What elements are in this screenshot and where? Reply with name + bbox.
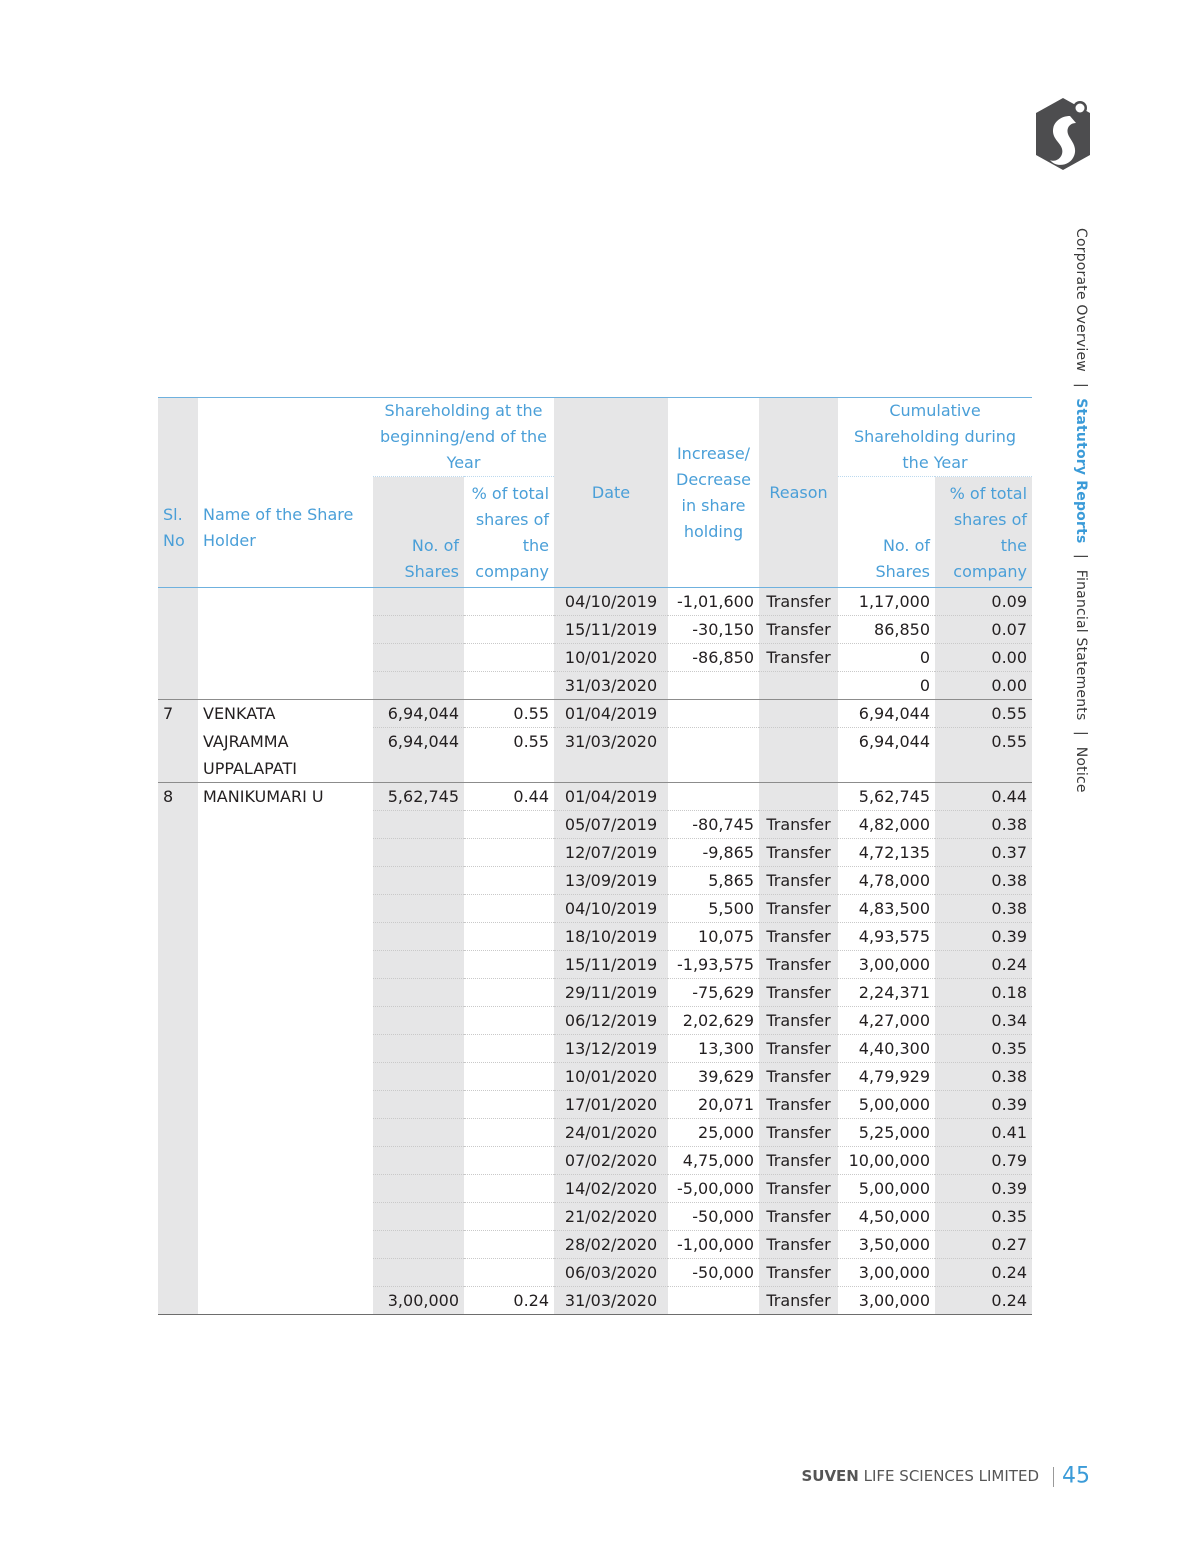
cell-reason: Transfer bbox=[759, 838, 838, 866]
cell-name bbox=[198, 866, 373, 894]
cell-pct-total bbox=[464, 1034, 554, 1062]
cell-pct-total bbox=[464, 1146, 554, 1174]
cell-no-of-shares bbox=[373, 1174, 464, 1202]
cell-date: 15/11/2019 bbox=[554, 616, 668, 644]
cell-no-of-shares bbox=[373, 1202, 464, 1230]
cell-reason: Transfer bbox=[759, 616, 838, 644]
cell-no-of-shares: 3,00,000 bbox=[373, 1286, 464, 1314]
cell-cum-no-of-shares: 5,62,745 bbox=[838, 782, 935, 810]
cell-sl-no: 8 bbox=[158, 782, 198, 810]
cell-reason: Transfer bbox=[759, 1258, 838, 1286]
cell-cum-no-of-shares: 3,50,000 bbox=[838, 1230, 935, 1258]
cell-no-of-shares: 5,62,745 bbox=[373, 782, 464, 810]
cell-cum-pct-total: 0.55 bbox=[935, 700, 1032, 728]
cell-no-of-shares bbox=[373, 672, 464, 700]
header-name: Name of the Share Holder bbox=[198, 398, 373, 588]
cell-cum-pct-total: 0.00 bbox=[935, 672, 1032, 700]
cell-cum-no-of-shares: 4,72,135 bbox=[838, 838, 935, 866]
cell-name bbox=[198, 838, 373, 866]
cell-pct-total bbox=[464, 616, 554, 644]
cell-pct-total bbox=[464, 838, 554, 866]
cell-reason bbox=[759, 728, 838, 783]
table-row bbox=[158, 616, 1032, 644]
cell-sl-no bbox=[158, 894, 198, 922]
cell-date: 01/04/2019 bbox=[554, 700, 668, 728]
cell-no-of-shares: 6,94,044 bbox=[373, 700, 464, 728]
cell-reason bbox=[759, 782, 838, 810]
cell-name bbox=[198, 1286, 373, 1314]
cell-name bbox=[198, 644, 373, 672]
table-row bbox=[158, 978, 1032, 1006]
cell-increase-decrease: -1,01,600 bbox=[668, 588, 759, 616]
table-row bbox=[158, 866, 1032, 894]
cell-date: 31/03/2020 bbox=[554, 1286, 668, 1314]
cell-pct-total bbox=[464, 1230, 554, 1258]
cell-no-of-shares bbox=[373, 1090, 464, 1118]
cell-increase-decrease: -80,745 bbox=[668, 810, 759, 838]
page-number: 45 bbox=[1062, 1463, 1090, 1489]
cell-name bbox=[198, 616, 373, 644]
cell-date: 12/07/2019 bbox=[554, 838, 668, 866]
cell-name bbox=[198, 1034, 373, 1062]
header-date: Date bbox=[554, 398, 668, 588]
cell-cum-pct-total: 0.24 bbox=[935, 950, 1032, 978]
cell-pct-total bbox=[464, 1202, 554, 1230]
footer-company-rest: LIFE SCIENCES LIMITED bbox=[858, 1467, 1039, 1485]
nav-notice[interactable]: Notice bbox=[1073, 746, 1089, 793]
cell-date: 07/02/2020 bbox=[554, 1146, 668, 1174]
cell-cum-pct-total: 0.38 bbox=[935, 1062, 1032, 1090]
cell-no-of-shares bbox=[373, 1146, 464, 1174]
cell-date: 10/01/2020 bbox=[554, 1062, 668, 1090]
cell-cum-no-of-shares: 5,25,000 bbox=[838, 1118, 935, 1146]
cell-sl-no bbox=[158, 644, 198, 672]
cell-reason: Transfer bbox=[759, 1006, 838, 1034]
table-row bbox=[158, 810, 1032, 838]
table-row bbox=[158, 1258, 1032, 1286]
cell-no-of-shares bbox=[373, 1034, 464, 1062]
cell-increase-decrease bbox=[668, 1286, 759, 1314]
cell-pct-total bbox=[464, 1062, 554, 1090]
cell-pct-total: 0.44 bbox=[464, 782, 554, 810]
cell-no-of-shares bbox=[373, 866, 464, 894]
cell-pct-total bbox=[464, 1174, 554, 1202]
cell-sl-no bbox=[158, 1062, 198, 1090]
company-logo bbox=[1034, 96, 1092, 172]
cell-cum-no-of-shares: 10,00,000 bbox=[838, 1146, 935, 1174]
cell-reason: Transfer bbox=[759, 1230, 838, 1258]
cell-reason: Transfer bbox=[759, 1174, 838, 1202]
cell-name bbox=[198, 894, 373, 922]
cell-sl-no bbox=[158, 672, 198, 700]
cell-sl-no bbox=[158, 1202, 198, 1230]
nav-separator: | bbox=[1073, 731, 1089, 737]
cell-increase-decrease: 13,300 bbox=[668, 1034, 759, 1062]
header-sl-no: Sl. No bbox=[158, 398, 198, 588]
cell-sl-no bbox=[158, 866, 198, 894]
cell-sl-no: 7 bbox=[158, 700, 198, 728]
cell-date: 18/10/2019 bbox=[554, 922, 668, 950]
table-row bbox=[158, 1034, 1032, 1062]
cell-cum-no-of-shares: 4,40,300 bbox=[838, 1034, 935, 1062]
table-row bbox=[158, 1146, 1032, 1174]
cell-pct-total bbox=[464, 588, 554, 616]
cell-pct-total bbox=[464, 1006, 554, 1034]
cell-date: 13/09/2019 bbox=[554, 866, 668, 894]
cell-cum-pct-total: 0.27 bbox=[935, 1230, 1032, 1258]
cell-name: MANIKUMARI U bbox=[198, 782, 373, 810]
cell-no-of-shares bbox=[373, 588, 464, 616]
cell-cum-pct-total: 0.35 bbox=[935, 1034, 1032, 1062]
cell-name bbox=[198, 810, 373, 838]
section-nav bbox=[1071, 228, 1091, 793]
table-row bbox=[158, 1118, 1032, 1146]
cell-reason: Transfer bbox=[759, 1062, 838, 1090]
cell-cum-pct-total: 0.39 bbox=[935, 1174, 1032, 1202]
cell-date: 15/11/2019 bbox=[554, 950, 668, 978]
cell-no-of-shares bbox=[373, 1230, 464, 1258]
cell-reason: Transfer bbox=[759, 1286, 838, 1314]
cell-increase-decrease: -50,000 bbox=[668, 1202, 759, 1230]
cell-cum-pct-total: 0.39 bbox=[935, 1090, 1032, 1118]
cell-cum-no-of-shares: 4,82,000 bbox=[838, 810, 935, 838]
cell-cum-no-of-shares: 4,50,000 bbox=[838, 1202, 935, 1230]
table-row bbox=[158, 700, 1032, 728]
cell-sl-no bbox=[158, 1006, 198, 1034]
cell-name bbox=[198, 1090, 373, 1118]
cell-reason: Transfer bbox=[759, 866, 838, 894]
cell-reason: Transfer bbox=[759, 1146, 838, 1174]
cell-sl-no bbox=[158, 950, 198, 978]
cell-name bbox=[198, 1202, 373, 1230]
cell-cum-no-of-shares: 1,17,000 bbox=[838, 588, 935, 616]
cell-name bbox=[198, 672, 373, 700]
cell-increase-decrease bbox=[668, 782, 759, 810]
cell-sl-no bbox=[158, 922, 198, 950]
header-cum-no-of-shares: No. of Shares bbox=[838, 477, 935, 588]
cell-cum-no-of-shares: 2,24,371 bbox=[838, 978, 935, 1006]
cell-cum-no-of-shares: 3,00,000 bbox=[838, 1258, 935, 1286]
cell-name bbox=[198, 588, 373, 616]
cell-cum-pct-total: 0.38 bbox=[935, 810, 1032, 838]
cell-no-of-shares bbox=[373, 894, 464, 922]
cell-pct-total bbox=[464, 644, 554, 672]
cell-cum-no-of-shares: 3,00,000 bbox=[838, 1286, 935, 1314]
cell-pct-total bbox=[464, 978, 554, 1006]
cell-date: 13/12/2019 bbox=[554, 1034, 668, 1062]
cell-date: 01/04/2019 bbox=[554, 782, 668, 810]
cell-increase-decrease bbox=[668, 700, 759, 728]
cell-sl-no bbox=[158, 1286, 198, 1314]
cell-pct-total bbox=[464, 1118, 554, 1146]
cell-cum-no-of-shares: 0 bbox=[838, 644, 935, 672]
cell-date: 06/03/2020 bbox=[554, 1258, 668, 1286]
cell-no-of-shares bbox=[373, 1006, 464, 1034]
cell-cum-pct-total: 0.24 bbox=[935, 1258, 1032, 1286]
footer-company-bold: SUVEN bbox=[801, 1467, 859, 1485]
table-row bbox=[158, 894, 1032, 922]
table-row bbox=[158, 644, 1032, 672]
cell-no-of-shares bbox=[373, 810, 464, 838]
cell-cum-pct-total: 0.24 bbox=[935, 1286, 1032, 1314]
cell-reason: Transfer bbox=[759, 1202, 838, 1230]
nav-statutory-reports[interactable]: Statutory Reports bbox=[1073, 398, 1089, 544]
cell-reason: Transfer bbox=[759, 978, 838, 1006]
table-row bbox=[158, 1062, 1032, 1090]
cell-no-of-shares: 6,94,044 bbox=[373, 728, 464, 783]
cell-date: 29/11/2019 bbox=[554, 978, 668, 1006]
cell-cum-pct-total: 0.09 bbox=[935, 588, 1032, 616]
cell-sl-no bbox=[158, 1258, 198, 1286]
cell-date: 17/01/2020 bbox=[554, 1090, 668, 1118]
cell-date: 14/02/2020 bbox=[554, 1174, 668, 1202]
cell-cum-no-of-shares: 4,93,575 bbox=[838, 922, 935, 950]
cell-cum-no-of-shares: 5,00,000 bbox=[838, 1090, 935, 1118]
cell-pct-total bbox=[464, 1090, 554, 1118]
cell-name bbox=[198, 1230, 373, 1258]
cell-pct-total bbox=[464, 810, 554, 838]
header-cum-pct-total: % of total shares of the company bbox=[935, 477, 1032, 588]
table-header bbox=[158, 398, 1032, 588]
cell-cum-pct-total: 0.41 bbox=[935, 1118, 1032, 1146]
cell-cum-no-of-shares: 4,79,929 bbox=[838, 1062, 935, 1090]
cell-cum-pct-total: 0.07 bbox=[935, 616, 1032, 644]
cell-no-of-shares bbox=[373, 978, 464, 1006]
header-no-of-shares: No. of Shares bbox=[373, 477, 464, 588]
cell-pct-total: 0.55 bbox=[464, 700, 554, 728]
table-row bbox=[158, 1090, 1032, 1118]
table-row bbox=[158, 950, 1032, 978]
cell-cum-no-of-shares: 4,27,000 bbox=[838, 1006, 935, 1034]
cell-name bbox=[198, 1146, 373, 1174]
cell-sl-no bbox=[158, 1146, 198, 1174]
cell-name: VAJRAMMA UPPALAPATI bbox=[198, 728, 373, 783]
cell-increase-decrease: -50,000 bbox=[668, 1258, 759, 1286]
cell-cum-pct-total: 0.79 bbox=[935, 1146, 1032, 1174]
cell-cum-no-of-shares: 5,00,000 bbox=[838, 1174, 935, 1202]
table-row bbox=[158, 1202, 1032, 1230]
cell-date: 31/03/2020 bbox=[554, 728, 668, 783]
cell-date: 06/12/2019 bbox=[554, 1006, 668, 1034]
cell-date: 05/07/2019 bbox=[554, 810, 668, 838]
cell-no-of-shares bbox=[373, 922, 464, 950]
nav-separator: | bbox=[1073, 382, 1089, 388]
cell-increase-decrease: 25,000 bbox=[668, 1118, 759, 1146]
cell-reason bbox=[759, 672, 838, 700]
cell-cum-no-of-shares: 6,94,044 bbox=[838, 728, 935, 783]
table-body bbox=[158, 588, 1032, 1315]
cell-pct-total: 0.24 bbox=[464, 1286, 554, 1314]
cell-no-of-shares bbox=[373, 1118, 464, 1146]
cell-cum-pct-total: 0.34 bbox=[935, 1006, 1032, 1034]
cell-reason: Transfer bbox=[759, 894, 838, 922]
cell-no-of-shares bbox=[373, 1062, 464, 1090]
table-row bbox=[158, 838, 1032, 866]
cell-increase-decrease: 39,629 bbox=[668, 1062, 759, 1090]
cell-cum-pct-total: 0.00 bbox=[935, 644, 1032, 672]
cell-increase-decrease bbox=[668, 672, 759, 700]
cell-reason: Transfer bbox=[759, 1090, 838, 1118]
cell-sl-no bbox=[158, 588, 198, 616]
cell-date: 04/10/2019 bbox=[554, 588, 668, 616]
cell-name bbox=[198, 1174, 373, 1202]
nav-separator: | bbox=[1073, 554, 1089, 560]
table-row bbox=[158, 1174, 1032, 1202]
cell-increase-decrease: 5,865 bbox=[668, 866, 759, 894]
cell-no-of-shares bbox=[373, 950, 464, 978]
cell-increase-decrease: -86,850 bbox=[668, 644, 759, 672]
cell-no-of-shares bbox=[373, 644, 464, 672]
cell-increase-decrease: 10,075 bbox=[668, 922, 759, 950]
cell-cum-no-of-shares: 3,00,000 bbox=[838, 950, 935, 978]
cell-pct-total: 0.55 bbox=[464, 728, 554, 783]
cell-cum-no-of-shares: 4,78,000 bbox=[838, 866, 935, 894]
cell-pct-total bbox=[464, 894, 554, 922]
cell-no-of-shares bbox=[373, 1258, 464, 1286]
footer-divider bbox=[1053, 1467, 1054, 1487]
cell-increase-decrease: 4,75,000 bbox=[668, 1146, 759, 1174]
cell-increase-decrease: -1,93,575 bbox=[668, 950, 759, 978]
cell-sl-no bbox=[158, 978, 198, 1006]
nav-corporate-overview[interactable]: Corporate Overview bbox=[1073, 228, 1089, 372]
cell-cum-pct-total: 0.37 bbox=[935, 838, 1032, 866]
cell-cum-no-of-shares: 86,850 bbox=[838, 616, 935, 644]
table-row bbox=[158, 672, 1032, 700]
cell-reason: Transfer bbox=[759, 588, 838, 616]
cell-date: 04/10/2019 bbox=[554, 894, 668, 922]
cell-no-of-shares bbox=[373, 616, 464, 644]
cell-cum-no-of-shares: 6,94,044 bbox=[838, 700, 935, 728]
header-beginning-group: Shareholding at the beginning/end of the Year bbox=[373, 398, 554, 477]
cell-reason: Transfer bbox=[759, 810, 838, 838]
cell-name bbox=[198, 1062, 373, 1090]
cell-pct-total bbox=[464, 866, 554, 894]
cell-sl-no bbox=[158, 1174, 198, 1202]
cell-pct-total bbox=[464, 1258, 554, 1286]
nav-financial-statements[interactable]: Financial Statements bbox=[1073, 569, 1089, 721]
cell-date: 31/03/2020 bbox=[554, 672, 668, 700]
cell-pct-total bbox=[464, 922, 554, 950]
table-row bbox=[158, 1286, 1032, 1314]
cell-increase-decrease: -5,00,000 bbox=[668, 1174, 759, 1202]
cell-cum-pct-total: 0.38 bbox=[935, 894, 1032, 922]
header-pct-total: % of total shares of the company bbox=[464, 477, 554, 588]
cell-increase-decrease: -75,629 bbox=[668, 978, 759, 1006]
cell-pct-total bbox=[464, 950, 554, 978]
cell-cum-pct-total: 0.38 bbox=[935, 866, 1032, 894]
cell-date: 21/02/2020 bbox=[554, 1202, 668, 1230]
cell-sl-no bbox=[158, 1090, 198, 1118]
cell-sl-no bbox=[158, 1230, 198, 1258]
header-increase: Increase/ Decrease in share holding bbox=[668, 398, 759, 588]
cell-date: 24/01/2020 bbox=[554, 1118, 668, 1146]
table-row bbox=[158, 922, 1032, 950]
cell-increase-decrease bbox=[668, 728, 759, 783]
page-footer bbox=[0, 1463, 1090, 1489]
table-row bbox=[158, 1230, 1032, 1258]
cell-date: 28/02/2020 bbox=[554, 1230, 668, 1258]
cell-sl-no bbox=[158, 1118, 198, 1146]
cell-name bbox=[198, 950, 373, 978]
table-row bbox=[158, 588, 1032, 616]
cell-cum-pct-total: 0.18 bbox=[935, 978, 1032, 1006]
cell-reason bbox=[759, 700, 838, 728]
cell-name bbox=[198, 922, 373, 950]
cell-sl-no bbox=[158, 616, 198, 644]
cell-cum-pct-total: 0.55 bbox=[935, 728, 1032, 783]
cell-sl-no bbox=[158, 838, 198, 866]
cell-increase-decrease: 2,02,629 bbox=[668, 1006, 759, 1034]
cell-sl-no bbox=[158, 1034, 198, 1062]
cell-reason: Transfer bbox=[759, 1034, 838, 1062]
cell-increase-decrease: 20,071 bbox=[668, 1090, 759, 1118]
cell-cum-pct-total: 0.35 bbox=[935, 1202, 1032, 1230]
cell-increase-decrease: -1,00,000 bbox=[668, 1230, 759, 1258]
cell-name bbox=[198, 1258, 373, 1286]
cell-name: VENKATA bbox=[198, 700, 373, 728]
cell-cum-pct-total: 0.39 bbox=[935, 922, 1032, 950]
table-row bbox=[158, 782, 1032, 810]
cell-reason: Transfer bbox=[759, 644, 838, 672]
cell-sl-no bbox=[158, 728, 198, 783]
table-row bbox=[158, 1006, 1032, 1034]
cell-cum-pct-total: 0.44 bbox=[935, 782, 1032, 810]
header-cumulative-group: Cumulative Shareholding during the Year bbox=[838, 398, 1032, 477]
cell-reason: Transfer bbox=[759, 922, 838, 950]
cell-cum-no-of-shares: 0 bbox=[838, 672, 935, 700]
cell-no-of-shares bbox=[373, 838, 464, 866]
cell-reason: Transfer bbox=[759, 1118, 838, 1146]
table-row bbox=[158, 728, 1032, 783]
header-reason: Reason bbox=[759, 398, 838, 588]
cell-increase-decrease: -30,150 bbox=[668, 616, 759, 644]
cell-sl-no bbox=[158, 810, 198, 838]
cell-date: 10/01/2020 bbox=[554, 644, 668, 672]
cell-increase-decrease: -9,865 bbox=[668, 838, 759, 866]
cell-pct-total bbox=[464, 672, 554, 700]
cell-name bbox=[198, 1118, 373, 1146]
cell-increase-decrease: 5,500 bbox=[668, 894, 759, 922]
cell-reason: Transfer bbox=[759, 950, 838, 978]
cell-cum-no-of-shares: 4,83,500 bbox=[838, 894, 935, 922]
cell-name bbox=[198, 978, 373, 1006]
shareholding-table bbox=[158, 397, 1032, 1315]
cell-name bbox=[198, 1006, 373, 1034]
